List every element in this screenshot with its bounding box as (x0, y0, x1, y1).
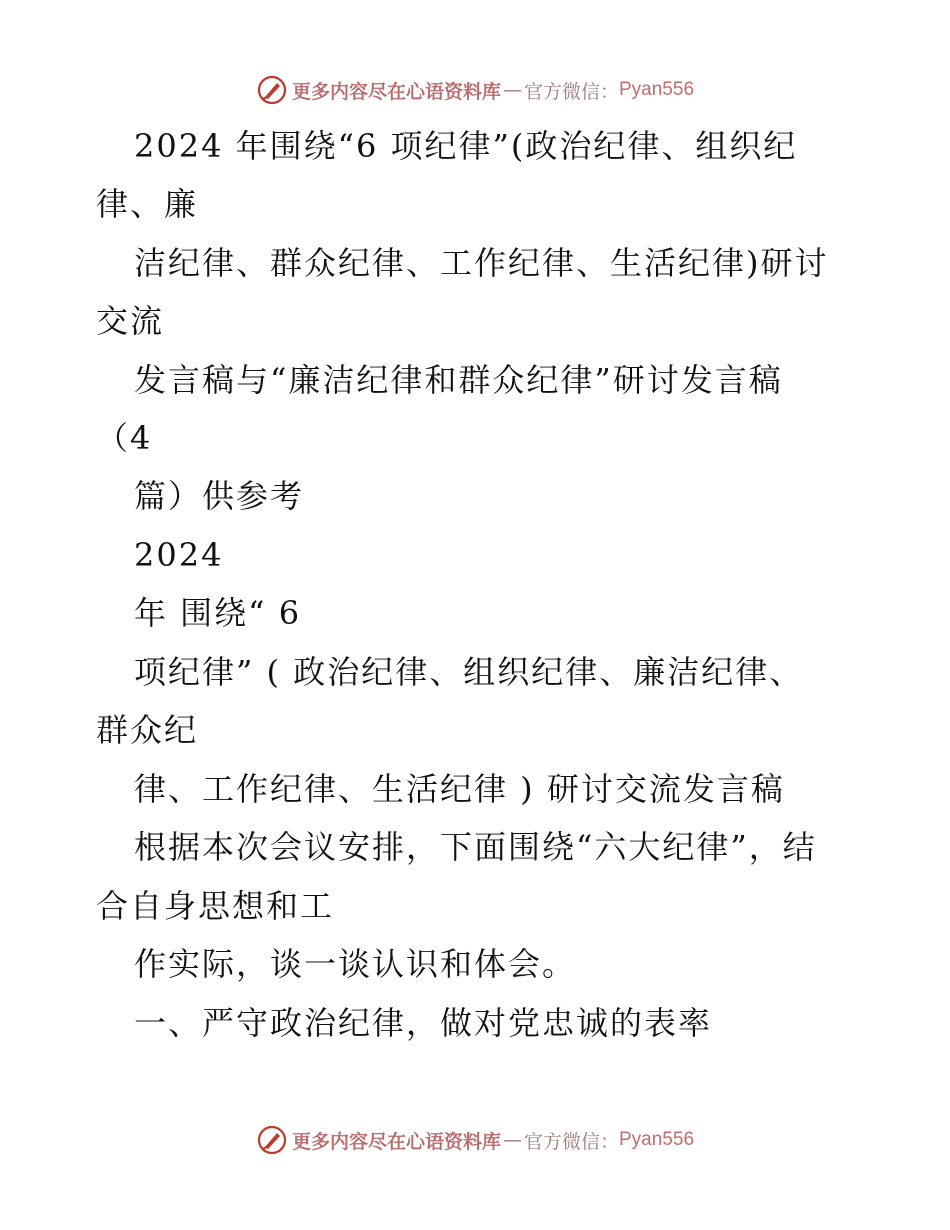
text-line: 交流 (96, 302, 165, 340)
text-line: 项纪律” ( 政治纪律、组织纪律、廉洁纪律、 (134, 653, 804, 691)
text-line: 群众纪 (96, 711, 199, 749)
text-line: 律、廉 (96, 185, 199, 223)
watermark-site-text: 更多内容尽在心语资料库 (291, 80, 501, 103)
text-line: 发言稿与“廉洁纪律和群众纪律”研讨发言稿 (134, 361, 783, 399)
watermark-contact-label: 官方微信： (523, 80, 619, 103)
text-line: 2024 年围绕“6 项纪律”(政治纪律、组织纪 (134, 127, 798, 165)
watermark-site-text: 更多内容尽在心语资料库 (291, 1130, 501, 1153)
text-line: 作实际，谈一谈认识和体会。 (134, 945, 577, 983)
text-line: 根据本次会议安排，下面围绕“六大纪律”，结 (134, 828, 817, 866)
watermark-contact-label: 官方微信： (523, 1130, 619, 1153)
text-line: 2024 (134, 536, 224, 574)
watermark-contact-id: Pyan556 (619, 79, 695, 100)
text-line: 洁纪律、群众纪律、工作纪律、生活纪律)研讨 (134, 244, 829, 282)
pen-circle-icon (256, 1124, 288, 1156)
text-line: 合自身思想和工 (96, 887, 335, 925)
pen-circle-icon (256, 74, 288, 106)
watermark-contact-id: Pyan556 (619, 1129, 695, 1150)
text-line: （4 (96, 419, 153, 457)
text-line: 篇）供参考 (134, 477, 305, 515)
watermark-dash: — (502, 79, 522, 101)
text-line: 律、工作纪律、生活纪律 ) 研讨交流发言稿 (134, 770, 785, 808)
header-watermark (0, 72, 950, 108)
text-line: 年 围绕“ 6 (134, 594, 302, 632)
watermark-dash: — (502, 1129, 522, 1151)
text-line: 一、严守政治纪律，做对党忠诚的表率 (134, 1004, 713, 1042)
footer-watermark (0, 1122, 950, 1158)
